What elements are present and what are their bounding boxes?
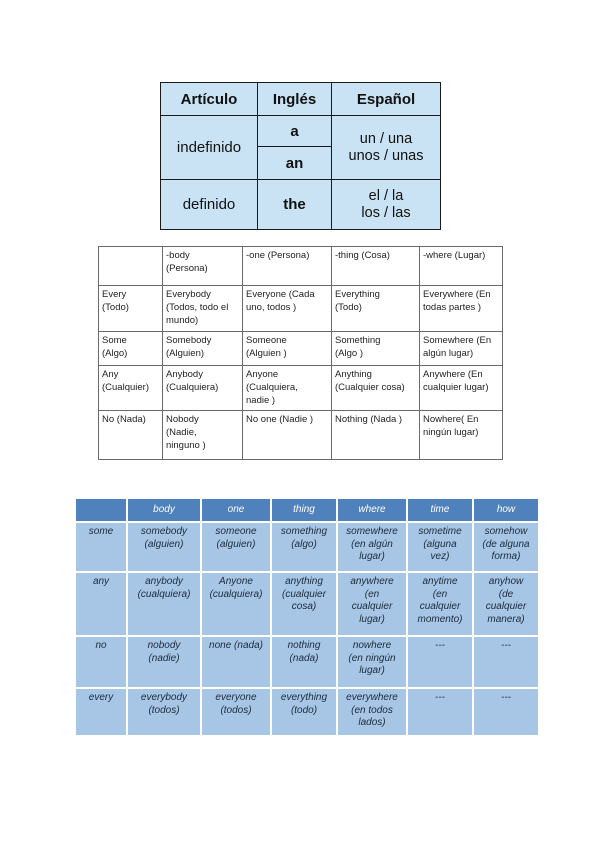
table-cell: anything (cualquier cosa) xyxy=(272,573,336,635)
table-cell: -thing (Cosa) xyxy=(332,247,420,286)
table-cell: everybody (todos) xyxy=(128,689,200,735)
table-header-row xyxy=(76,499,538,521)
header-espanol: Español xyxy=(332,83,441,116)
table-cell: Everywhere (En todas partes ) xyxy=(420,286,503,331)
definido-row xyxy=(161,180,441,230)
article-an: an xyxy=(258,147,332,180)
table-cell: anyhow (de cualquier manera) xyxy=(474,573,538,635)
table-header-cell: how xyxy=(474,499,538,521)
table-cell: --- xyxy=(408,637,472,687)
article-a: a xyxy=(258,116,332,147)
table-cell: Everybody (Todos, todo el mundo) xyxy=(163,286,243,331)
indefinido-label: indefinido xyxy=(161,116,258,180)
table-cell: -body (Persona) xyxy=(163,247,243,286)
table-cell: Some (Algo) xyxy=(99,331,163,365)
table-cell: No (Nada) xyxy=(99,411,163,460)
table-cell: Nowhere( En ningún lugar) xyxy=(420,411,503,460)
table-cell: everyone (todos) xyxy=(202,689,270,735)
articles-header-row xyxy=(161,83,441,116)
table-cell: Anybody (Cualquiera) xyxy=(163,365,243,410)
pronoun-combination-table xyxy=(74,497,540,737)
table-cell: Anyone (cualquiera) xyxy=(202,573,270,635)
row-label-cell: no xyxy=(76,637,126,687)
table-cell: everywhere (en todos lados) xyxy=(338,689,406,735)
table-cell: sometime (alguna vez) xyxy=(408,523,472,571)
table-header-cell xyxy=(76,499,126,521)
table-row xyxy=(76,637,538,687)
table-cell: somewhere (en algún lugar) xyxy=(338,523,406,571)
table-row xyxy=(99,286,503,331)
table-cell: Anyone (Cualquiera, nadie ) xyxy=(243,365,332,410)
spanish-los-las: los / las xyxy=(361,204,411,221)
spanish-unos-unas: unos / unas xyxy=(348,147,424,164)
table-cell: everything (todo) xyxy=(272,689,336,735)
indefinido-spanish xyxy=(332,116,441,180)
table-header-cell: one xyxy=(202,499,270,521)
table-header-cell: time xyxy=(408,499,472,521)
table-cell: none (nada) xyxy=(202,637,270,687)
table-cell: Someone (Alguien ) xyxy=(243,331,332,365)
table-cell: Anywhere (En cualquier lugar) xyxy=(420,365,503,410)
table-cell: somebody (alguien) xyxy=(128,523,200,571)
table-cell: --- xyxy=(474,637,538,687)
table-cell: nowhere (en ningún lugar) xyxy=(338,637,406,687)
table-cell: something (algo) xyxy=(272,523,336,571)
table-cell: Somewhere (En algún lugar) xyxy=(420,331,503,365)
row-label-cell: some xyxy=(76,523,126,571)
table-cell: anybody (cualquiera) xyxy=(128,573,200,635)
table-cell: Nobody (Nadie, ninguno ) xyxy=(163,411,243,460)
table-cell: Everyone (Cada uno, todos ) xyxy=(243,286,332,331)
table-cell xyxy=(99,247,163,286)
table-cell: anywhere (en cualquier lugar) xyxy=(338,573,406,635)
table-cell: -where (Lugar) xyxy=(420,247,503,286)
table-cell: Nothing (Nada ) xyxy=(332,411,420,460)
table-cell: --- xyxy=(474,689,538,735)
row-label-cell: any xyxy=(76,573,126,635)
table-row xyxy=(99,247,503,286)
table-cell: -one (Persona) xyxy=(243,247,332,286)
indefinido-row xyxy=(161,116,441,147)
table-cell: someone (alguien) xyxy=(202,523,270,571)
header-ingles: Inglés xyxy=(258,83,332,116)
table-row xyxy=(76,573,538,635)
table-cell: nobody (nadie) xyxy=(128,637,200,687)
table-cell: --- xyxy=(408,689,472,735)
table-cell: Everything (Todo) xyxy=(332,286,420,331)
definido-label: definido xyxy=(161,180,258,230)
table-cell: anytime (en cualquier momento) xyxy=(408,573,472,635)
definido-spanish xyxy=(332,180,441,230)
article-the: the xyxy=(258,180,332,230)
table-cell: Any (Cualquier) xyxy=(99,365,163,410)
articles-table xyxy=(160,82,441,230)
table-cell: Somebody (Alguien) xyxy=(163,331,243,365)
spanish-un-una: un / una xyxy=(359,130,413,147)
table-row xyxy=(99,411,503,460)
table-row xyxy=(99,365,503,410)
table-header-cell: thing xyxy=(272,499,336,521)
table-cell: somehow (de alguna forma) xyxy=(474,523,538,571)
indefinite-pronouns-table xyxy=(98,246,503,460)
table-header-cell: body xyxy=(128,499,200,521)
table-cell: nothing (nada) xyxy=(272,637,336,687)
table-cell: No one (Nadie ) xyxy=(243,411,332,460)
table-row xyxy=(99,331,503,365)
row-label-cell: every xyxy=(76,689,126,735)
table-cell: Every (Todo) xyxy=(99,286,163,331)
header-articulo: Artículo xyxy=(161,83,258,116)
table-row xyxy=(76,689,538,735)
table-row xyxy=(76,523,538,571)
table-header-cell: where xyxy=(338,499,406,521)
table-cell: Something (Algo ) xyxy=(332,331,420,365)
indefinite-pronouns-table-wrapper xyxy=(98,246,502,460)
table-cell: Anything (Cualquier cosa) xyxy=(332,365,420,410)
spanish-el-la: el / la xyxy=(368,187,404,204)
